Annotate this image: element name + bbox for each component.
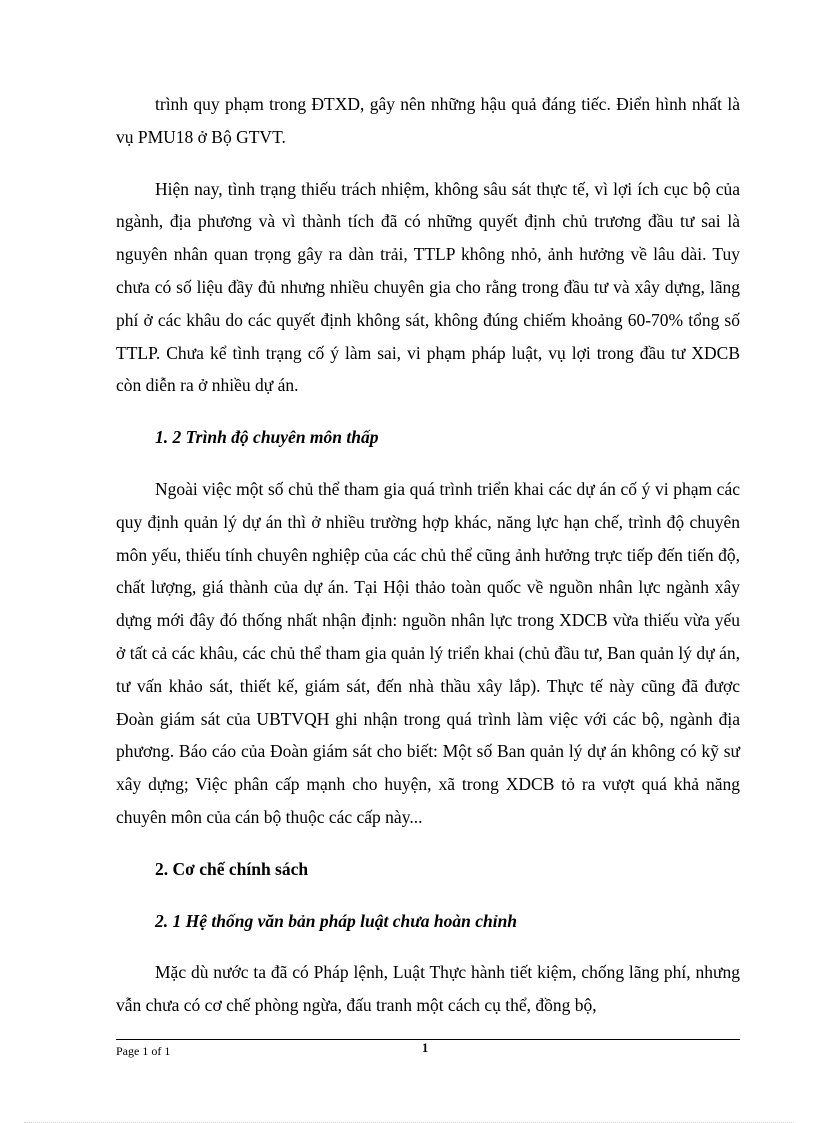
paragraph-continued: trình quy phạm trong ĐTXD, gây nên những hậu quả đáng tiếc. Điển hình nhất là vụ PMU18 ở Bộ GTVT.: [116, 94, 740, 147]
paragraph-current-situation: Hiện nay, tình trạng thiếu trách nhiệm, không sâu sát thực tế, vì lợi ích cục bộ của ngành, địa phương và vì thành tích đã có những quyết định chủ trương đầu tư sai là nguyên nhân quan trọng gây ra dàn trải, TTLP không nhỏ, ảnh hưởng về lâu dài. Tuy chưa có số liệu đầy đủ nhưng nhiều chuyên gia cho rằng trong đầu tư và xây dựng, lãng phí ở các khâu do các quyết định không sát, không đúng chiếm khoảng 60-70% tổng số TTLP. Chưa kể tình trạng cố ý làm sai, vi phạm pháp luật, vụ lợi trong đầu tư XDCB còn diễn ra ở nhiều dự án.: [116, 178, 740, 396]
document-body: [116, 88, 740, 1041]
footer-divider: [116, 1039, 740, 1040]
paragraph-qualification: Ngoài việc một số chủ thể tham gia quá trình triển khai các dự án cố ý vi phạm các quy định quản lý dự án thì ở nhiều trường hợp khác, năng lực hạn chế, trình độ chuyên môn yếu, thiếu tính chuyên nghiệp của các chủ thể cũng ảnh hưởng trực tiếp đến tiến độ, chất lượng, giá thành của dự án. Tại Hội thảo toàn quốc về nguồn nhân lực ngành xây dựng mới đây đó thống nhất nhận định: nguồn nhân lực trong XDCB vừa thiếu vừa yếu ở tất cả các khâu, các chủ thể tham gia quản lý triển khai (chủ đầu tư, Ban quản lý dự án, tư vấn khảo sát, thiết kế, giám sát, đến nhà thầu xây lắp). Thực tế này cũng đã được Đoàn giám sát của UBTVQH ghi nhận trong quá trình làm việc với các bộ, ngành địa phương. Báo cáo của Đoàn giám sát cho biết: Một số Ban quản lý dự án không có kỹ sư xây dựng; Việc phân cấp mạnh cho huyện, xã trong XDCB tỏ ra vượt quá khả năng chuyên môn của cán bộ thuộc các cấp này...: [116, 478, 740, 827]
section-heading-2-1: 2. 1 Hệ thống văn bản pháp luật chưa hoàn chỉnh: [155, 910, 518, 931]
footer-page-number: 1: [422, 1041, 429, 1055]
footer-page-label: Page 1 of 1: [116, 1044, 171, 1058]
section-heading-1-2: 1. 2 Trình độ chuyên môn thấp: [155, 427, 379, 448]
paragraph-legal-system: Mặc dù nước ta đã có Pháp lệnh, Luật Thực hành tiết kiệm, chống lãng phí, nhưng vẫn chưa có cơ chế phòng ngừa, đấu tranh một cách cụ thể, đồng bộ,: [116, 962, 740, 1016]
section-heading-2: 2. Cơ chế chính sách: [155, 858, 309, 879]
